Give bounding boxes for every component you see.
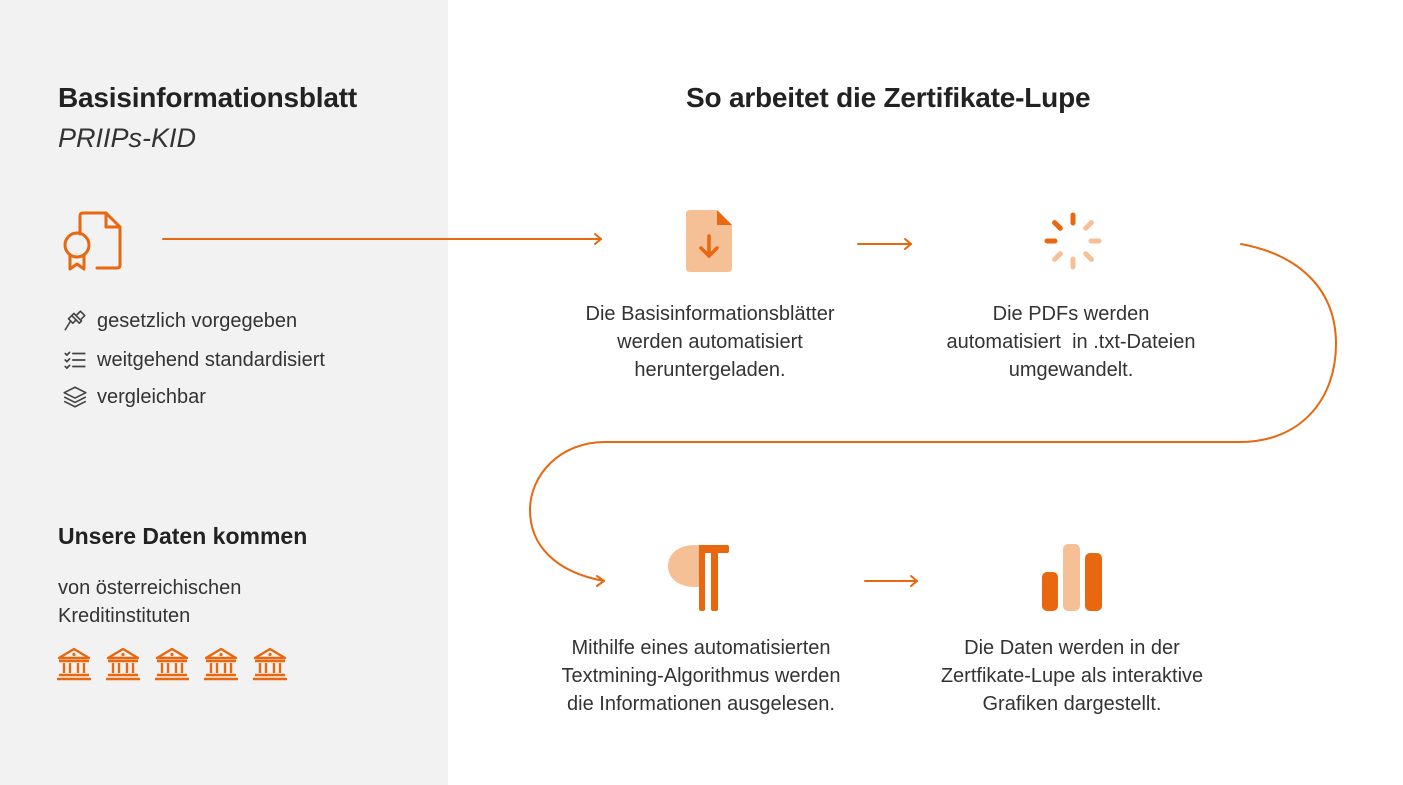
step-line: automatisiert in .txt-Dateien	[946, 331, 1196, 353]
bank-icon	[56, 646, 92, 682]
panel-subtitle: PRIIPs-KID	[58, 123, 197, 153]
feature-item-comparable	[62, 384, 206, 410]
step-line: die Informationen ausgelesen.	[567, 693, 835, 715]
step-line: Die Basisinformationsblätter	[585, 303, 835, 325]
step-1-text	[540, 300, 880, 384]
data-source-line: von österreichischen	[58, 577, 242, 599]
step-line: heruntergeladen.	[634, 359, 786, 381]
step-line: Grafiken dargestellt.	[982, 693, 1162, 715]
bar-chart-icon	[1041, 544, 1103, 612]
step-line: werden automatisiert	[617, 331, 803, 353]
certificate-document-icon	[60, 208, 126, 274]
download-document-icon	[686, 210, 732, 272]
step-line: Die Daten werden in der	[964, 637, 1180, 659]
bank-icon	[105, 646, 141, 682]
step-line: Mithilfe eines automatisierten	[571, 637, 831, 659]
panel-title: Basisinformationsblatt	[58, 82, 357, 113]
layers-icon	[62, 384, 88, 410]
checklist-icon	[62, 347, 88, 373]
feature-label: gesetzlich vorgegeben	[97, 309, 298, 332]
main-title: So arbeitet die Zertifikate-Lupe	[686, 82, 1091, 113]
gavel-icon	[62, 308, 88, 334]
loading-spinner-icon	[1040, 208, 1106, 274]
step-3-text	[531, 634, 871, 718]
step-2-text	[901, 300, 1241, 384]
step-line: Textmining-Algorithmus werden	[561, 665, 841, 687]
bank-icons-row	[56, 646, 288, 682]
step-line: Die PDFs werden	[992, 303, 1150, 325]
step-line: Zertfikate-Lupe als interaktive	[940, 665, 1204, 687]
step-line: umgewandelt.	[1008, 359, 1134, 381]
connector-curve-step2-to-step3	[530, 244, 1336, 581]
feature-label: vergleichbar	[97, 385, 206, 408]
data-source-title: Unsere Daten kommen	[58, 523, 308, 549]
feature-item-legal	[62, 308, 297, 334]
bank-icon	[252, 646, 288, 682]
feature-item-standardized	[62, 347, 325, 373]
data-source-text	[58, 574, 241, 630]
bank-icon	[203, 646, 239, 682]
bank-icon	[154, 646, 190, 682]
feature-label: weitgehend standardisiert	[97, 348, 325, 371]
paragraph-icon	[666, 545, 730, 613]
step-4-text	[902, 634, 1242, 718]
data-source-line: Kreditinstituten	[58, 605, 191, 627]
